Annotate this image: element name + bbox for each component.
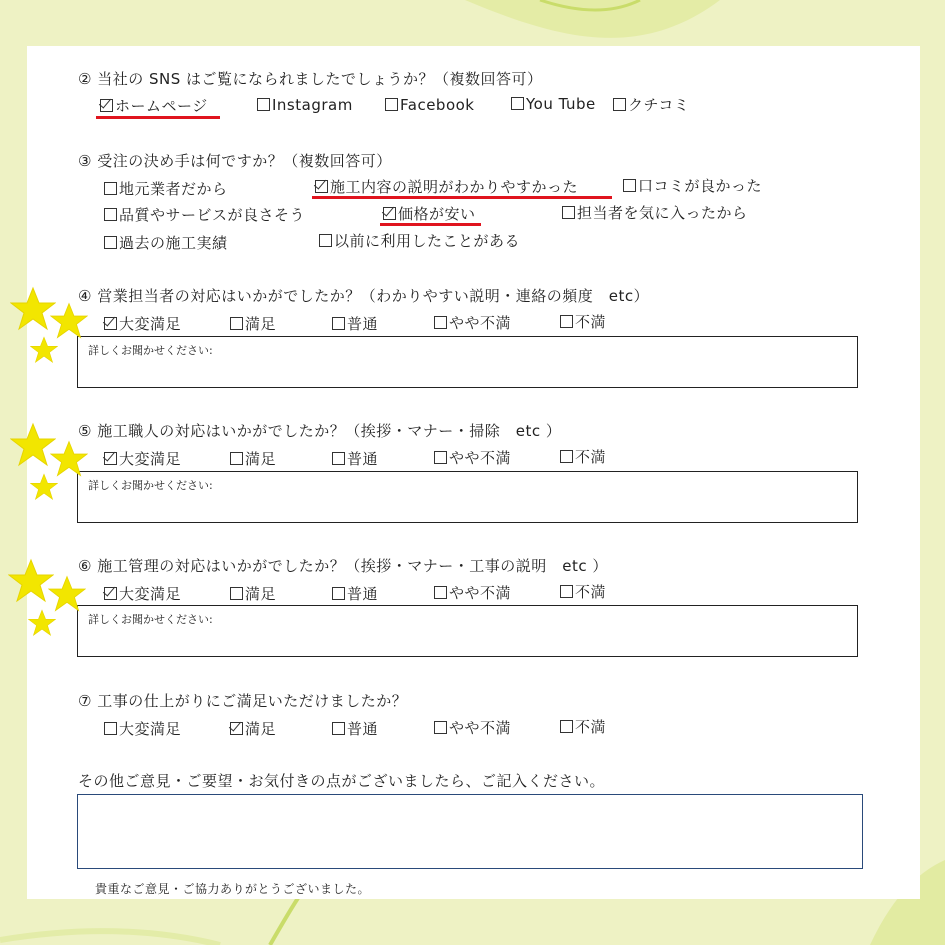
q5-option-dissatisfied[interactable]: 不満 bbox=[560, 446, 606, 467]
red-underline bbox=[312, 196, 612, 199]
q5-title: ⑤ 施工職人の対応はいかがでしたか？（挨拶・マナー・掃除 etc ） bbox=[78, 422, 562, 440]
q3-title: ③ 受注の決め手は何ですか？（複数回答可） bbox=[78, 152, 392, 170]
q7-option-very-satisfied[interactable]: 大変満足 bbox=[104, 718, 181, 739]
q4-option-dissatisfied[interactable]: 不満 bbox=[560, 311, 606, 332]
checkbox[interactable] bbox=[332, 317, 345, 330]
checkbox[interactable] bbox=[560, 720, 573, 733]
q6-option-very-satisfied[interactable]: 大変満足 bbox=[104, 583, 181, 604]
q2-option-instagram[interactable]: Instagram bbox=[257, 96, 353, 114]
q2-option-youtube[interactable]: You Tube bbox=[511, 95, 596, 113]
red-underline bbox=[96, 116, 220, 119]
checkbox[interactable] bbox=[623, 179, 636, 192]
q3-option-local[interactable]: 地元業者だから bbox=[104, 178, 228, 199]
checkbox[interactable] bbox=[613, 98, 626, 111]
star-icon bbox=[50, 302, 88, 340]
red-underline bbox=[380, 223, 481, 226]
checkbox[interactable] bbox=[104, 236, 117, 249]
q7-title: ⑦ 工事の仕上がりにご満足いただけましたか？ bbox=[78, 692, 408, 710]
q6-option-satisfied[interactable]: 満足 bbox=[230, 583, 276, 604]
q2-option-kuchikomi[interactable]: クチコミ bbox=[613, 94, 689, 115]
checkbox-checked[interactable] bbox=[104, 317, 117, 330]
checkbox[interactable] bbox=[332, 587, 345, 600]
checkbox[interactable] bbox=[560, 315, 573, 328]
star-icon bbox=[48, 575, 86, 613]
checkbox[interactable] bbox=[511, 97, 524, 110]
checkbox[interactable] bbox=[434, 451, 447, 464]
q2-option-homepage[interactable]: ホームページ bbox=[100, 95, 208, 116]
q3-option-past-works[interactable]: 過去の施工実績 bbox=[104, 232, 228, 253]
q7-option-dissatisfied[interactable]: 不満 bbox=[560, 716, 606, 737]
q4-detail-box[interactable]: 詳しくお聞かせください: bbox=[77, 336, 858, 388]
q5-option-neutral[interactable]: 普通 bbox=[332, 448, 378, 469]
checkbox[interactable] bbox=[230, 317, 243, 330]
checkbox[interactable] bbox=[104, 208, 117, 221]
q6-option-neutral[interactable]: 普通 bbox=[332, 583, 378, 604]
checkbox[interactable] bbox=[104, 722, 117, 735]
checkbox[interactable] bbox=[257, 98, 270, 111]
q6-option-somewhat-dissatisfied[interactable]: やや不満 bbox=[434, 582, 511, 603]
q2-option-facebook[interactable]: Facebook bbox=[385, 96, 474, 114]
q3-option-quality[interactable]: 品質やサービスが良さそう bbox=[104, 204, 305, 225]
checkbox-checked[interactable] bbox=[104, 587, 117, 600]
checkbox-checked[interactable] bbox=[100, 99, 113, 112]
checkbox[interactable] bbox=[434, 721, 447, 734]
q4-option-satisfied[interactable]: 満足 bbox=[230, 313, 276, 334]
checkbox[interactable] bbox=[385, 98, 398, 111]
checkbox-checked[interactable] bbox=[104, 452, 117, 465]
q5-option-somewhat-dissatisfied[interactable]: やや不満 bbox=[434, 447, 511, 468]
checkbox[interactable] bbox=[434, 586, 447, 599]
star-icon bbox=[30, 473, 58, 501]
checkbox[interactable] bbox=[104, 182, 117, 195]
q3-option-used-before[interactable]: 以前に利用したことがある bbox=[319, 230, 520, 251]
footer-thanks: 貴重なご意見・ご協力ありがとうございました。 bbox=[95, 882, 371, 896]
checkbox[interactable] bbox=[230, 587, 243, 600]
q6-detail-box[interactable]: 詳しくお聞かせください: bbox=[77, 605, 858, 657]
checkbox[interactable] bbox=[560, 450, 573, 463]
q7-option-somewhat-dissatisfied[interactable]: やや不満 bbox=[434, 717, 511, 738]
checkbox-checked[interactable] bbox=[383, 207, 396, 220]
star-icon bbox=[30, 336, 58, 364]
q3-option-reviews[interactable]: 口コミが良かった bbox=[623, 175, 762, 196]
other-comments-box[interactable] bbox=[77, 794, 863, 869]
checkbox-checked[interactable] bbox=[230, 722, 243, 735]
q4-title: ④ 営業担当者の対応はいかがでしたか？（わかりやすい説明・連絡の頻度 etc） bbox=[78, 287, 650, 305]
q6-title: ⑥ 施工管理の対応はいかがでしたか？（挨拶・マナー・工事の説明 etc ） bbox=[78, 557, 608, 575]
checkbox[interactable] bbox=[562, 206, 575, 219]
q4-option-very-satisfied[interactable]: 大変満足 bbox=[104, 313, 181, 334]
q5-option-satisfied[interactable]: 満足 bbox=[230, 448, 276, 469]
checkbox[interactable] bbox=[230, 452, 243, 465]
q3-option-price[interactable]: 価格が安い bbox=[383, 203, 476, 224]
q5-option-very-satisfied[interactable]: 大変満足 bbox=[104, 448, 181, 469]
q7-option-satisfied[interactable]: 満足 bbox=[230, 718, 276, 739]
checkbox[interactable] bbox=[319, 234, 332, 247]
q6-option-dissatisfied[interactable]: 不満 bbox=[560, 581, 606, 602]
q7-option-neutral[interactable]: 普通 bbox=[332, 718, 378, 739]
checkbox-checked[interactable] bbox=[315, 180, 328, 193]
q3-option-explanation[interactable]: 施工内容の説明がわかりやすかった bbox=[315, 176, 578, 197]
q3-option-staff[interactable]: 担当者を気に入ったから bbox=[562, 202, 748, 223]
other-comments-prompt: その他ご意見・ご要望・お気付きの点がございましたら、ご記入ください。 bbox=[78, 772, 606, 790]
checkbox[interactable] bbox=[560, 585, 573, 598]
q5-detail-box[interactable]: 詳しくお聞かせください: bbox=[77, 471, 858, 523]
q2-title: ② 当社の SNS はご覧になられましたでしょうか？（複数回答可） bbox=[78, 70, 543, 88]
q4-option-neutral[interactable]: 普通 bbox=[332, 313, 378, 334]
checkbox[interactable] bbox=[332, 722, 345, 735]
star-icon bbox=[28, 609, 56, 637]
checkbox[interactable] bbox=[332, 452, 345, 465]
checkbox[interactable] bbox=[434, 316, 447, 329]
q4-option-somewhat-dissatisfied[interactable]: やや不満 bbox=[434, 312, 511, 333]
